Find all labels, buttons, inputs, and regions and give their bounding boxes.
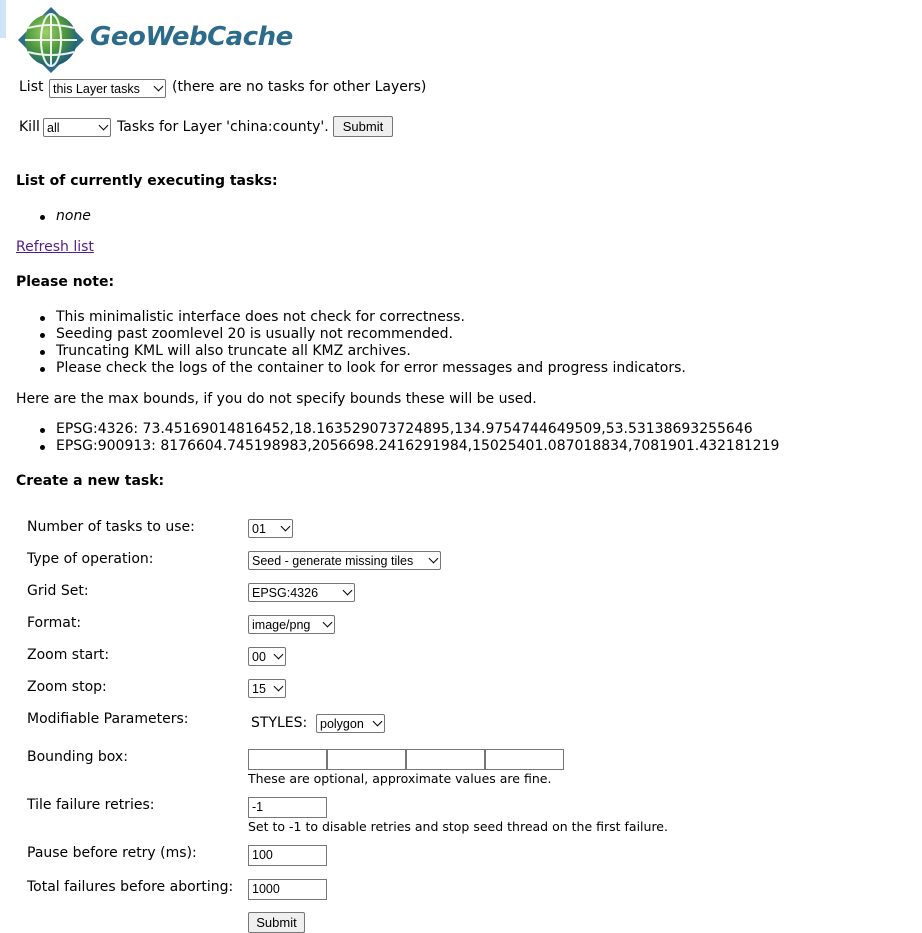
kill-label: Kill bbox=[19, 119, 40, 135]
bbox-hint: These are optional, approximate values are fine. bbox=[248, 771, 552, 786]
globe-icon bbox=[17, 6, 85, 74]
num-tasks-select[interactable] bbox=[248, 519, 293, 538]
chevron-down-icon bbox=[99, 121, 109, 131]
bbox-minx-input[interactable] bbox=[248, 749, 327, 770]
pause-label: Pause before retry (ms): bbox=[27, 845, 197, 861]
pause-input[interactable]: 100 bbox=[248, 845, 327, 866]
page-edge-strip bbox=[0, 0, 6, 38]
operation-select[interactable] bbox=[248, 551, 441, 570]
operation-value: Seed - generate missing tiles bbox=[252, 554, 414, 568]
refresh-list-link[interactable]: Refresh list bbox=[16, 239, 94, 255]
zoom-stop-label: Zoom stop: bbox=[27, 679, 107, 695]
chevron-down-icon bbox=[429, 554, 439, 564]
format-value: image/png bbox=[252, 618, 311, 632]
retries-label: Tile failure retries: bbox=[27, 797, 155, 813]
bbox-label: Bounding box: bbox=[27, 749, 128, 765]
chevron-down-icon bbox=[373, 717, 383, 727]
list-note: (there are no tasks for other Layers) bbox=[172, 79, 427, 95]
zoom-stop-value: 15 bbox=[252, 682, 266, 696]
gridset-value: EPSG:4326 bbox=[252, 586, 319, 600]
zoom-start-select[interactable] bbox=[248, 647, 286, 666]
chevron-down-icon bbox=[154, 82, 164, 92]
kill-text: Tasks for Layer 'china:county'. bbox=[117, 119, 329, 135]
geowebcache-logo bbox=[17, 6, 293, 74]
num-tasks-value: 01 bbox=[252, 522, 266, 536]
zoom-start-label: Zoom start: bbox=[27, 647, 110, 663]
bounds-intro: Here are the max bounds, if you do not specify bounds these will be used. bbox=[16, 391, 537, 407]
zoom-stop-select[interactable] bbox=[248, 679, 286, 698]
executing-heading: List of currently executing tasks: bbox=[16, 173, 278, 189]
kill-select-value: all bbox=[47, 121, 60, 135]
num-tasks-label: Number of tasks to use: bbox=[27, 519, 195, 535]
zoom-start-value: 00 bbox=[252, 650, 266, 664]
notes-heading: Please note: bbox=[16, 274, 115, 290]
note-item: Seeding past zoomlevel 20 is usually not recommended. bbox=[56, 326, 453, 342]
chevron-down-icon bbox=[323, 618, 333, 628]
bounds-item: EPSG:4326: 73.45169014816452,18.163529073724895,134.9754744649509,53.53138693255646 bbox=[56, 421, 753, 437]
list-label: List bbox=[19, 79, 44, 95]
chevron-down-icon bbox=[274, 650, 284, 660]
format-select[interactable] bbox=[248, 615, 335, 634]
retries-input[interactable]: -1 bbox=[248, 797, 327, 818]
kill-select[interactable] bbox=[43, 118, 111, 137]
chevron-down-icon bbox=[343, 586, 353, 596]
note-item: This minimalistic interface does not check for correctness. bbox=[56, 309, 465, 325]
logo-wordmark: GeoWebCache bbox=[90, 22, 293, 52]
note-item: Please check the logs of the container to look for error messages and progress indicators. bbox=[56, 360, 686, 376]
create-submit-button[interactable]: Submit bbox=[248, 912, 305, 933]
params-label: Modifiable Parameters: bbox=[27, 711, 189, 727]
total-failures-label: Total failures before aborting: bbox=[27, 879, 234, 895]
list-select-value: this Layer tasks bbox=[53, 82, 140, 96]
bbox-maxx-input[interactable] bbox=[406, 749, 485, 770]
note-item: Truncating KML will also truncate all KMZ archives. bbox=[56, 343, 411, 359]
create-heading: Create a new task: bbox=[16, 473, 165, 489]
executing-item: none bbox=[56, 208, 91, 224]
kill-submit-button[interactable]: Submit bbox=[333, 116, 393, 137]
styles-param-name: STYLES: bbox=[251, 715, 308, 731]
styles-value: polygon bbox=[320, 717, 364, 731]
gridset-label: Grid Set: bbox=[27, 583, 89, 599]
operation-label: Type of operation: bbox=[27, 551, 154, 567]
bbox-miny-input[interactable] bbox=[327, 749, 406, 770]
chevron-down-icon bbox=[274, 682, 284, 692]
format-label: Format: bbox=[27, 615, 82, 631]
total-failures-input[interactable]: 1000 bbox=[248, 879, 327, 900]
bbox-maxy-input[interactable] bbox=[485, 749, 564, 770]
chevron-down-icon bbox=[281, 522, 291, 532]
gridset-select[interactable] bbox=[248, 583, 355, 602]
list-select[interactable] bbox=[49, 79, 166, 98]
bounds-item: EPSG:900913: 8176604.745198983,2056698.2416291984,15025401.087018834,7081901.432181219 bbox=[56, 438, 780, 454]
retries-hint: Set to -1 to disable retries and stop seed thread on the first failure. bbox=[248, 819, 668, 834]
styles-select[interactable] bbox=[316, 714, 385, 733]
